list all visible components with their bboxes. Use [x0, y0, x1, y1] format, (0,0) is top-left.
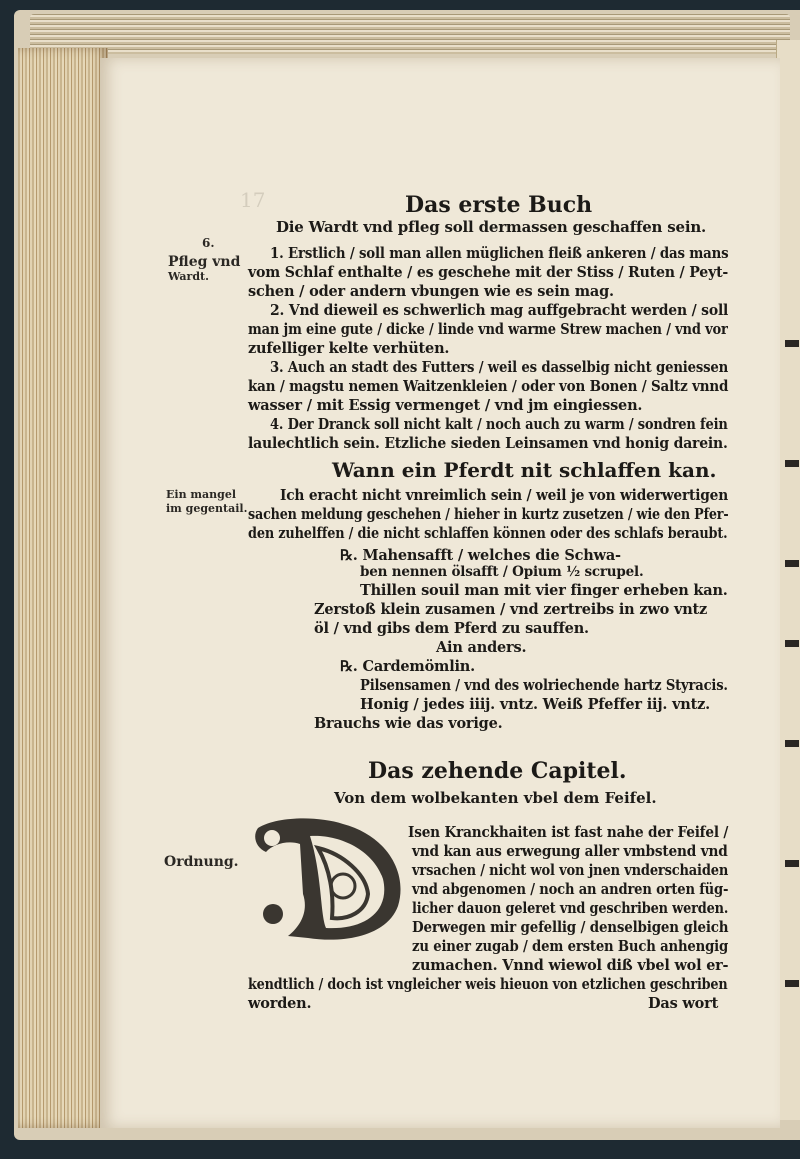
text-line: vnd kan aus erwegung aller vmbstend vnd	[412, 843, 728, 860]
text-line: zu einer zugab / dem ersten Buch anhengig	[412, 938, 729, 955]
text-line: licher dauon geleret vnd geschriben werden.	[412, 900, 729, 917]
chapter-subtitle: Von dem wolbekanten vbel dem Feifel.	[334, 789, 657, 807]
book-page-edges	[18, 48, 108, 1128]
recipe-line: ℞. Cardemömlin.	[340, 658, 475, 675]
text-line: laulechtlich sein. Etzliche sieden Leinsamen vnd honig darein.	[248, 435, 728, 452]
text-line: vom Schlaf enthalte / es geschehe mit der Stiss / Ruten / Peyt-	[248, 264, 729, 281]
text-line: 1. Erstlich / soll man allen müglichen fleiß ankeren / das mans	[270, 245, 729, 262]
margin-note: im gegentail.	[166, 502, 248, 515]
text-line: 2. Vnd dieweil es schwerlich mag auffgebracht werden / soll	[270, 302, 729, 319]
facing-page-text-mark	[785, 460, 799, 467]
book-top-edge	[30, 14, 790, 54]
section-title: Die Wardt vnd pfleg soll dermassen geschaffen sein.	[276, 218, 707, 236]
recipe-line: Ain anders.	[436, 639, 527, 656]
text-line: worden.	[248, 995, 312, 1012]
text-line: zumachen. Vnnd wiewol diß vbel wol er-	[412, 957, 729, 974]
margin-note: Ein mangel	[166, 488, 237, 501]
running-header: Das erste Buch	[405, 192, 593, 218]
text-line: wasser / mit Essig vermenget / vnd jm eingiessen.	[248, 397, 643, 414]
text-line: Derwegen mir gefellig / denselbigen gleich	[412, 919, 729, 936]
facing-page-text-mark	[785, 740, 799, 747]
recipe-line: Zerstoß klein zusamen / vnd zertreibs in zwo vntz	[314, 601, 708, 618]
text-line: vrsachen / nicht wol von jnen vnderschaiden	[412, 862, 729, 879]
text-line: den zuhelffen / die nicht schlaffen können oder des schlafs beraubt.	[248, 525, 728, 542]
facing-page-text-mark	[785, 980, 799, 987]
bleed-through-page-number: 17	[240, 188, 266, 212]
text-line: zufelliger kelte verhüten.	[248, 340, 450, 357]
section-heading: Wann ein Pferdt nit schlaffen kan.	[332, 458, 717, 482]
decorated-initial-d	[248, 814, 408, 942]
recipe-line: Brauchs wie das vorige.	[314, 715, 503, 732]
text-line: man jm eine gute / dicke / linde vnd warme Strew machen / vnd vor	[248, 321, 728, 338]
catchword: Das wort	[648, 995, 719, 1012]
facing-page-text-mark	[785, 860, 799, 867]
recipe-line: Honig / jedes iiij. vntz. Weiß Pfeffer iij. vntz.	[360, 696, 711, 713]
text-line: kan / magstu nemen Waitzenkleien / oder von Bonen / Saltz vnnd	[248, 378, 729, 395]
margin-note: Ordnung.	[164, 854, 239, 870]
margin-note: Wardt.	[168, 270, 209, 283]
text-line: 3. Auch an stadt des Futters / weil es dasselbig nicht geniessen	[270, 359, 729, 376]
recipe-line: ben nennen ölsafft / Opium ½ scrupel.	[360, 564, 644, 580]
text-line: sachen meldung geschehen / hieher in kurtz zusetzen / wie den Pfer-	[248, 506, 729, 523]
text-line: kendtlich / doch ist vngleicher weis hieuon von etzlichen geschriben	[248, 976, 728, 993]
recipe-line: öl / vnd gibs dem Pferd zu sauffen.	[314, 620, 589, 637]
recipe-line: Thillen souil man mit vier finger erheben kan.	[360, 582, 728, 599]
chapter-title: Das zehende Capitel.	[368, 758, 627, 784]
recipe-line: ℞. Mahensafft / welches die Schwa-	[340, 547, 621, 564]
text-line: Isen Kranckhaiten ist fast nahe der Feifel /	[408, 824, 729, 841]
margin-note-number: 6.	[202, 236, 215, 250]
text-line: schen / oder andern vbungen wie es sein mag.	[248, 283, 614, 300]
text-line: 4. Der Dranck soll nicht kalt / noch auch zu warm / sondren fein	[270, 416, 728, 433]
text-line: Ich eracht nicht vnreimlich sein / weil je von widerwertigen	[280, 487, 729, 504]
recipe-line: Pilsensamen / vnd des wolriechende hartz Styracis.	[360, 677, 728, 694]
facing-page-text-mark	[785, 640, 799, 647]
facing-page-text-mark	[785, 340, 799, 347]
text-line: vnd abgenomen / noch an andren orten füg-	[412, 881, 729, 898]
facing-page-text-mark	[785, 560, 799, 567]
margin-note: Pfleg vnd	[168, 254, 241, 270]
